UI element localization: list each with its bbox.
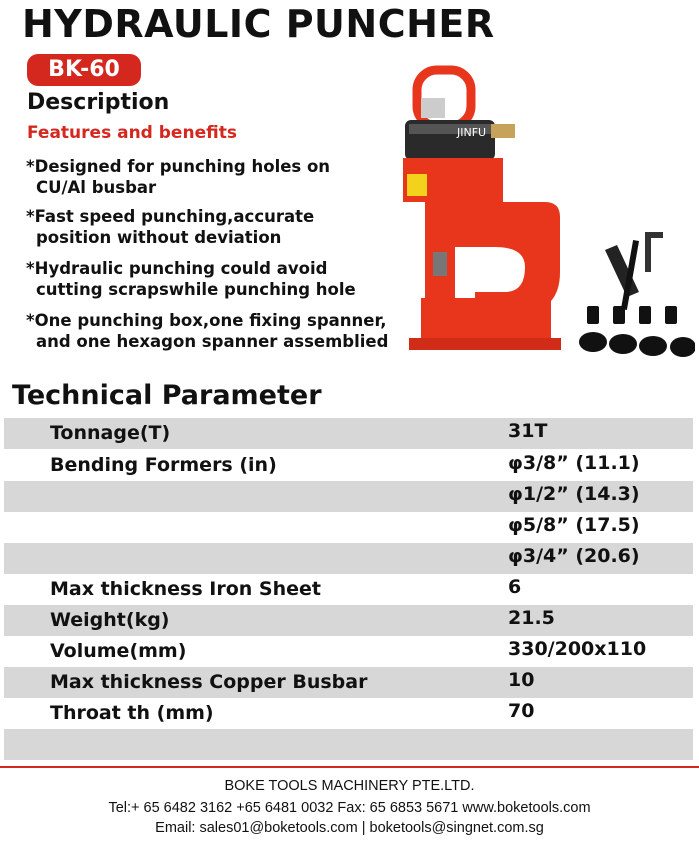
feature-item: [26, 156, 330, 198]
spec-value: φ5/8” (17.5): [508, 514, 640, 536]
model-badge: BK-60: [27, 54, 141, 86]
spec-row: [4, 481, 693, 512]
feature-line: *One punching box,one fixing spanner,: [26, 311, 387, 330]
spec-value: φ3/8” (11.1): [508, 452, 640, 474]
spec-param: Throat th (mm): [50, 702, 214, 724]
feature-line: and one hexagon spanner assemblied: [36, 332, 389, 351]
footer-contact: Tel:+ 65 6482 3162 +65 6481 0032 Fax: 65 6853 5671 www.boketools.com: [108, 800, 591, 816]
feature-line: *Fast speed punching,accurate: [26, 207, 315, 226]
spec-row: [4, 698, 693, 729]
spec-row: [4, 512, 693, 543]
spec-row: [4, 605, 693, 636]
technical-parameter-heading: Technical Parameter: [12, 380, 322, 411]
spec-row: [4, 543, 693, 574]
spec-param: Tonnage(T): [50, 422, 171, 444]
page-title: HYDRAULIC PUNCHER: [22, 2, 495, 46]
spec-value: 6: [508, 576, 522, 598]
feature-item: [26, 206, 314, 248]
watermark-text: JINFU: [457, 126, 487, 139]
spec-param: Max thickness Copper Busbar: [50, 671, 368, 693]
spec-value: 21.5: [508, 607, 555, 629]
spec-row: [4, 450, 693, 481]
spec-param: Bending Formers (in): [50, 454, 277, 476]
spec-param: Max thickness Iron Sheet: [50, 578, 321, 600]
spec-value: 10: [508, 669, 535, 691]
spec-param: Weight(kg): [50, 609, 170, 631]
spec-row: [4, 636, 693, 667]
feature-line: cutting scrapswhile punching hole: [36, 280, 356, 299]
spec-value: 330/200x110: [508, 638, 647, 660]
spec-value: 70: [508, 700, 535, 722]
spec-param: Volume(mm): [50, 640, 187, 662]
feature-item: [26, 310, 388, 352]
hydraulic-puncher-product-image: [395, 62, 695, 362]
spec-row: [4, 667, 693, 698]
spec-row: [4, 418, 693, 449]
feature-line: CU/Al busbar: [36, 178, 157, 197]
feature-line: *Hydraulic punching could avoid: [26, 259, 328, 278]
feature-line: position without deviation: [36, 228, 282, 247]
spec-row: [4, 729, 693, 760]
spec-value: 31T: [508, 420, 548, 442]
spec-value: φ1/2” (14.3): [508, 483, 640, 505]
feature-item: [26, 258, 356, 300]
footer-company: BOKE TOOLS MACHINERY PTE.LTD.: [224, 778, 475, 794]
footer-divider: [0, 766, 699, 768]
footer-email: Email: sales01@boketools.com | boketools@singnet.com.sg: [155, 820, 544, 836]
description-heading: Description: [27, 90, 170, 115]
spec-value: φ3/4” (20.6): [508, 545, 640, 567]
spec-row: [4, 574, 693, 605]
features-heading: Features and benefits: [27, 123, 237, 143]
feature-line: *Designed for punching holes on: [26, 157, 331, 176]
